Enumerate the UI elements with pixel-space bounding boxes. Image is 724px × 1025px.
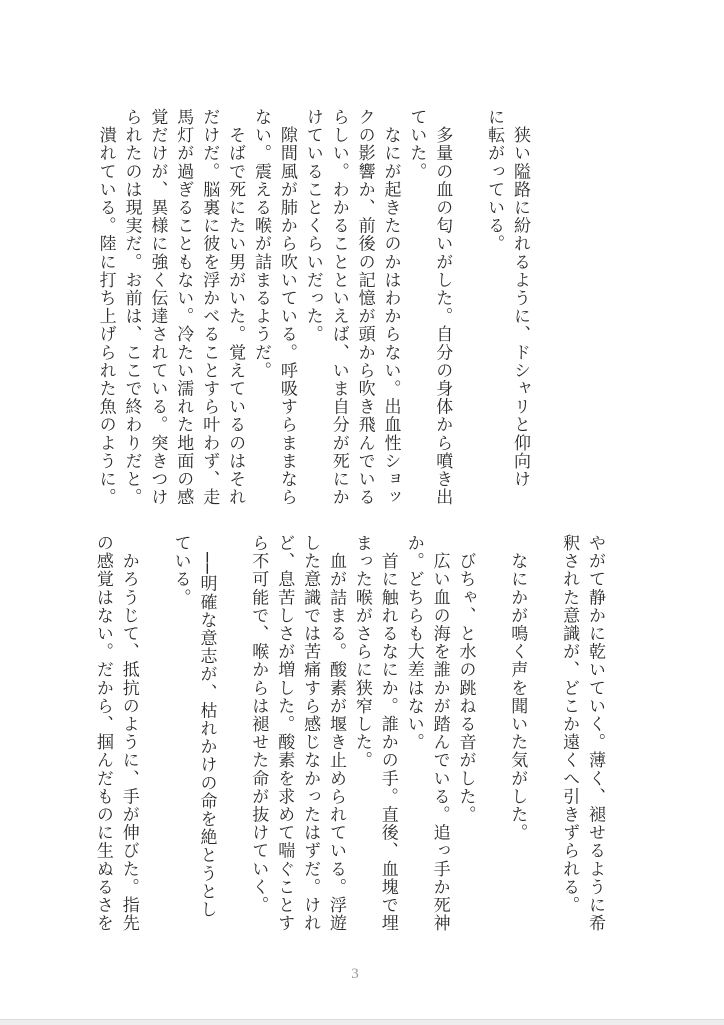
text-column: 広い血の海を誰かが踏んでいる。追っ手か死神 bbox=[429, 534, 450, 933]
text-column: 馬灯が過ぎることもない。冷たい濡れた地面の感 bbox=[173, 108, 194, 507]
text-column: やがて静かに乾いていく。薄く、褪せるように希 bbox=[585, 534, 605, 933]
text-column: だけだ。脳裏に彼を浮かべることすら叶わず、走 bbox=[199, 108, 220, 507]
text-column: 潰れている。陸に打ち上げられた魚のように。 bbox=[95, 108, 116, 507]
text-column: ていた。 bbox=[406, 108, 427, 181]
text-column: 血が詰まる。酸素が堰き止められている。浮遊 bbox=[326, 534, 346, 933]
page-bottom-edge bbox=[0, 1019, 724, 1025]
text-column: びちゃ、と水の跳ねる音がした。 bbox=[455, 534, 476, 824]
text-column: ど、息苦しさが増した。酸素を求めて喘ぐことす bbox=[274, 534, 295, 933]
text-column: か。どちらも大差はない。 bbox=[403, 534, 424, 752]
text-column: なにが起きたのかはわからない。出血性ショッ bbox=[380, 108, 401, 507]
text-column: 狭い隘路に紛れるように、ドシャリと仰向け bbox=[510, 108, 530, 489]
text-column: 隙間風が肺から吹いている。呼吸すらままなら bbox=[276, 108, 297, 507]
text-column: まった喉がさらに狭窄した。 bbox=[351, 534, 372, 770]
text-column: ている。 bbox=[170, 534, 191, 607]
text-column: ない。震える喉が詰まるようだ。 bbox=[251, 108, 271, 380]
text-column: ──明確な意志が、枯れかけの命を絶とうとし bbox=[196, 534, 217, 919]
text-column: けていることくらいだった。 bbox=[302, 108, 323, 344]
text-column: の感覚はない。だから、掴んだものに生ぬるさを bbox=[92, 534, 113, 933]
text-column: に転がっている。 bbox=[484, 108, 505, 253]
text-column: した意識では苦痛すら感じなかったはずだ。けれ bbox=[300, 534, 321, 933]
text-column: そばで死にたい男がいた。覚えているのはそれ bbox=[225, 108, 246, 507]
text-column: クの影響か、前後の記憶が頭から吹き飛んでいる bbox=[354, 108, 375, 507]
text-column: かろうじて、抵抗のように、手が伸びた。指先 bbox=[118, 534, 139, 933]
text-column: なにかが鳴く声を聞いた気がした。 bbox=[507, 534, 528, 842]
text-column: ら不可能で、喉からは褪せた命が抜けていく。 bbox=[248, 534, 269, 915]
text-column: らしい。わかることといえば、いま自分が死にか bbox=[328, 108, 349, 507]
text-column: 覚だけが、異様に強く伝達されている。突きつけ bbox=[147, 108, 168, 507]
page-number: 3 bbox=[351, 966, 359, 982]
text-column: 多量の血の匂いがした。自分の身体から噴き出 bbox=[432, 108, 453, 507]
text-column: られたのは現実だ。お前は、ここで終わりだと。 bbox=[121, 108, 142, 507]
text-column: 釈された意識が、どこか遠くへ引きずられる。 bbox=[559, 534, 580, 915]
text-column: 首に触れるなにか。誰かの手。直後、血塊で埋 bbox=[377, 534, 398, 933]
